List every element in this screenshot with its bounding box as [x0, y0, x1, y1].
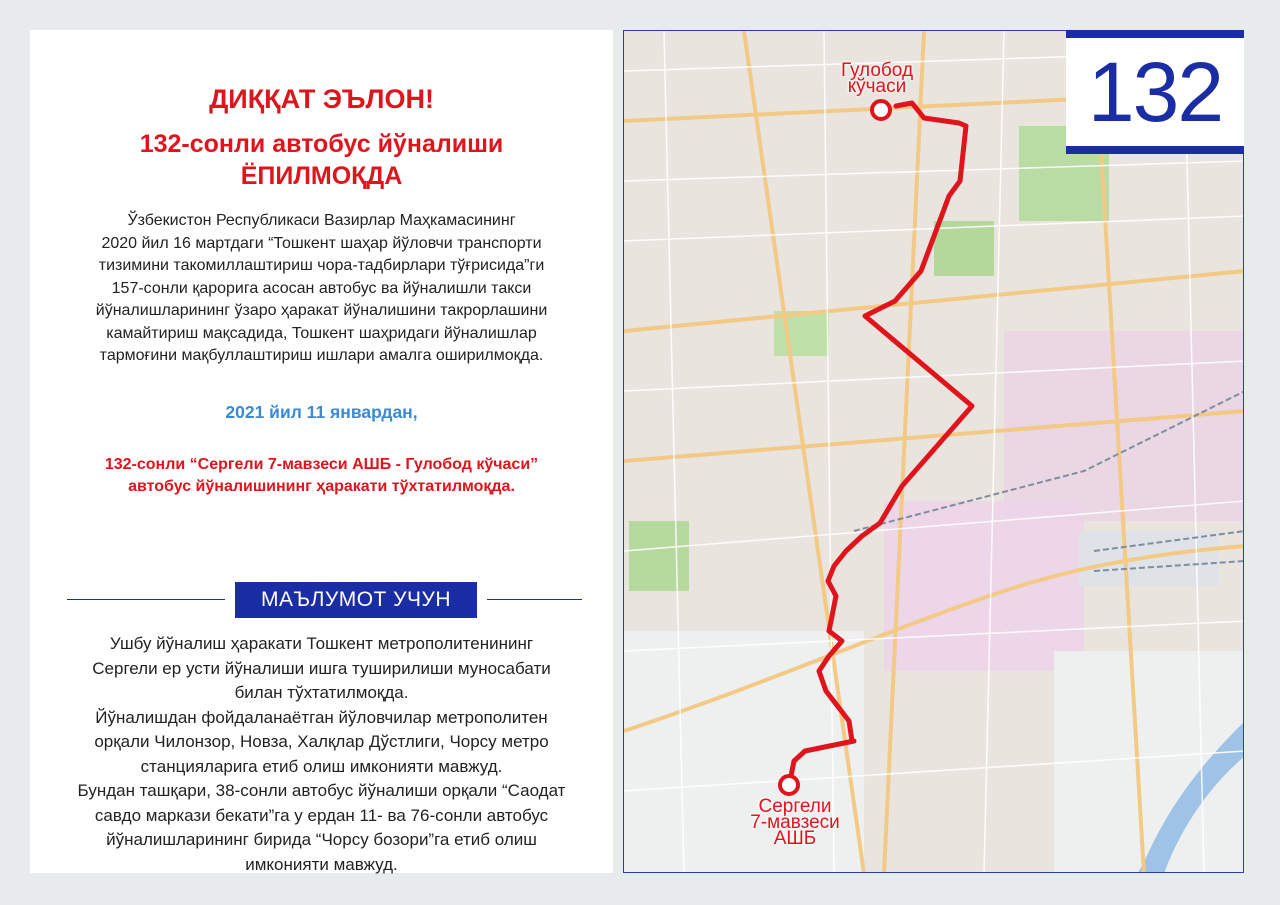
notice-line: 132-сонли “Сергели 7-мавзеси АШБ - Гулобод кўчаси”	[104, 456, 539, 473]
stop-label-south-line2: 7-мавзеси	[750, 812, 840, 833]
subtitle-line-2: ЁПИЛМОҚДА	[240, 162, 403, 190]
stop-marker-north	[872, 101, 890, 119]
intro-line: Ўзбекистон Республикаси Вазирлар Маҳкамасининг	[127, 212, 516, 229]
info-line: савдо маркази бекати”га у ердан 11- ва 76-сонли автобус	[94, 805, 549, 825]
park	[934, 221, 994, 276]
effective-date: 2021 йил 11 январдан,	[225, 402, 418, 422]
info-paragraph	[60, 632, 583, 877]
stop-label-south-line1: Сергели	[758, 796, 832, 817]
intro-line: 157-сонли қарорига асосан автобус ва йўналишли такси	[111, 279, 532, 297]
industrial-zone	[884, 501, 1084, 671]
announcement-subtitle	[70, 128, 573, 192]
info-line: станцияларига етиб олиш имконияти мавжуд.	[140, 756, 503, 776]
info-line: Бундан ташқари, 38-сонли автобус йўналиши орқали “Саодат	[77, 781, 566, 800]
info-badge: МАЪЛУМОТ УЧУН	[235, 582, 477, 618]
route-map	[623, 30, 1244, 873]
announcement-title: ДИҚҚАТ ЭЪЛОН!	[209, 84, 434, 114]
route-number-bar-bottom	[1066, 146, 1244, 154]
info-line: орқали Чилонзор, Новза, Халқлар Дўстлиги, Чорсу метро	[94, 732, 549, 751]
route-number: 132	[1087, 45, 1223, 139]
info-line: Йўналишдан фойдаланаётган йўловчилар метрополитен	[95, 707, 548, 727]
stop-label-north-line1: Гулобод	[840, 60, 914, 81]
info-line: имконияти мавжуд.	[245, 854, 398, 874]
intro-line: тизимини такомиллаштириш чора-тадбирлари тўғрисида”ги	[98, 257, 545, 274]
divider-right	[487, 599, 582, 600]
intro-line: тармоғини мақбуллаштириш ишлари амалга оширилмоқда.	[99, 347, 544, 364]
route-number-bar-top	[1066, 30, 1244, 38]
intro-paragraph	[60, 210, 583, 368]
stop-label-south	[735, 796, 855, 849]
park	[629, 521, 689, 591]
stop-marker-south	[780, 776, 798, 794]
notice-line: автобус йўналишининг ҳаракати тўхтатилмоқда.	[128, 478, 515, 495]
info-line: йўналишларининг бирида “Чорсу бозори”га етиб олиш	[106, 830, 537, 849]
intro-line: 2020 йил 16 мартдаги “Тошкент шаҳар йўловчи транспорти	[101, 234, 542, 252]
route-number-box	[1066, 30, 1244, 154]
map-canvas	[624, 31, 1244, 873]
intro-line: камайтириш мақсадида, Тошкент шаҳридаги йўналишлар	[106, 324, 537, 342]
route-closure-notice	[60, 454, 583, 498]
park	[774, 311, 829, 356]
stop-label-south-line3: АШБ	[773, 828, 817, 849]
announcement-panel	[30, 30, 613, 873]
stop-label-north-line2: кўчаси	[847, 76, 907, 97]
intro-line: йўналишларининг ўзаро ҳаракат йўналишини такрорлашини	[95, 302, 548, 319]
subtitle-line-1: 132-сонли автобус йўналиши	[139, 130, 504, 158]
info-line: билан тўхтатилмоқда.	[234, 683, 409, 702]
divider-left	[67, 599, 225, 600]
info-line: Ушбу йўналиш ҳаракати Тошкент метрополитенининг	[109, 634, 534, 653]
info-line: Сергели ер усти йўналиши ишга туширилиши муносабати	[92, 658, 551, 678]
stop-label-north	[822, 60, 932, 97]
